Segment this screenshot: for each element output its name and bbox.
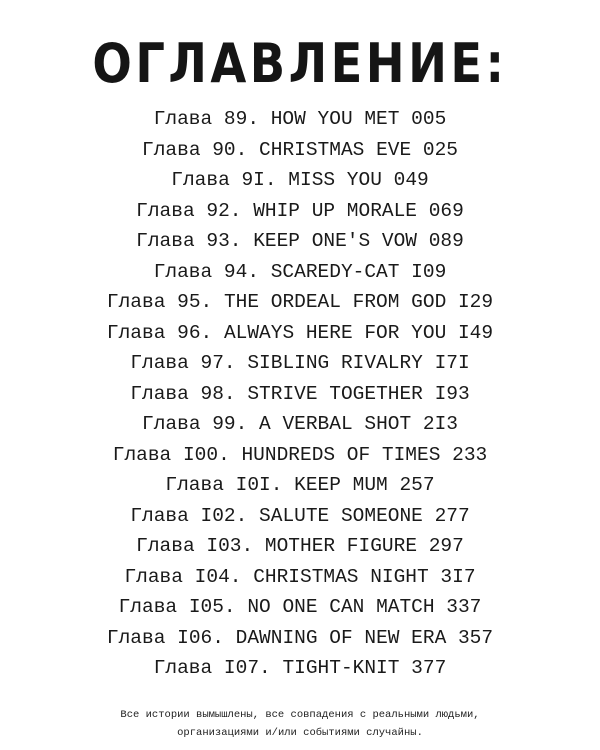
toc-entry-prefix: Глава — [130, 382, 189, 405]
toc-entry-number: I02. — [200, 504, 248, 527]
toc-entry-prefix: Глава — [153, 260, 213, 283]
toc-entry-title: CHRISTMAS EVE — [259, 138, 412, 161]
toc-entry-page: 005 — [411, 108, 447, 130]
toc-entry-page: I49 — [457, 321, 494, 344]
toc-entry-title: A VERBAL SHOT — [259, 413, 412, 435]
toc-entry-page: 069 — [428, 199, 464, 222]
toc-entry — [0, 287, 600, 318]
toc-entry-page: 2I3 — [422, 413, 458, 435]
toc-entry — [0, 562, 600, 593]
toc-entry-title: THE ORDEAL FROM GOD — [223, 291, 447, 313]
page-title: ОГЛАВЛЕНИЕ: — [92, 32, 508, 95]
toc-entry-page: 3I7 — [440, 565, 476, 588]
toc-entry-title: HOW YOU MET — [270, 108, 400, 130]
toc-entry-page: 357 — [457, 626, 494, 649]
toc-entry-prefix: Глава — [136, 535, 195, 557]
toc-entry-page: I09 — [411, 260, 447, 283]
toc-entry-number: I0I. — [235, 474, 283, 496]
toc-entry-number: I06. — [177, 626, 224, 649]
toc-entry — [0, 409, 600, 440]
toc-entry-prefix: Глава — [106, 291, 166, 313]
toc-entry-title: ALWAYS HERE FOR YOU — [223, 321, 447, 344]
toc-entry-prefix: Глава — [130, 504, 189, 527]
toc-entry-number: 95. — [177, 291, 213, 313]
toc-entry-page: 377 — [411, 657, 447, 679]
toc-entry — [0, 135, 600, 166]
toc-entry-number: 96. — [177, 321, 213, 344]
toc-entry — [0, 623, 600, 654]
toc-entry-prefix: Глава — [106, 626, 166, 649]
toc-entry — [0, 226, 600, 257]
toc-entry-prefix: Глава — [153, 108, 213, 130]
toc-entry-title: MISS YOU — [288, 169, 382, 191]
disclaimer-line: организациями и/или событиями случайны. — [177, 727, 423, 739]
toc-entry-prefix: Глава — [106, 321, 166, 344]
toc-entry-page: 277 — [434, 504, 470, 527]
toc-entry-title: CHRISTMAS NIGHT — [253, 565, 429, 588]
toc-entry-prefix: Глава — [130, 352, 189, 374]
toc-entry-title: WHIP UP MORALE — [253, 199, 418, 222]
toc-entry-title: SALUTE SOMEONE — [259, 504, 423, 527]
toc-entry-page: 337 — [446, 596, 482, 618]
toc-entry-prefix: Глава — [153, 657, 213, 679]
toc-entry — [0, 470, 600, 501]
toc-entry-title: DAWNING OF NEW ERA — [235, 626, 447, 649]
toc-entry-prefix: Глава — [171, 169, 230, 191]
toc-entry-number: 98. — [200, 382, 236, 405]
toc-entry — [0, 318, 600, 349]
toc-entry — [0, 501, 600, 532]
toc-entry-title: KEEP ONE'S VOW — [253, 230, 418, 252]
toc-entry-title: MOTHER FIGURE — [264, 535, 418, 557]
table-of-contents — [0, 104, 600, 684]
toc-entry-prefix: Глава — [124, 565, 183, 588]
toc-entry-number: 9I. — [241, 169, 277, 191]
toc-entry-number: 93. — [206, 230, 242, 252]
toc-entry-page: I93 — [434, 382, 470, 405]
toc-entry-number: 99. — [212, 413, 248, 435]
toc-entry-title: NO ONE CAN MATCH — [247, 596, 435, 618]
toc-entry-prefix: Глава — [136, 230, 195, 252]
toc-entry — [0, 257, 600, 288]
toc-entry — [0, 531, 600, 562]
toc-entry-prefix: Глава — [136, 199, 195, 222]
disclaimer-line: Все истории вымышлены, все совпадения с реальными людьми, — [120, 709, 480, 721]
toc-entry-number: I05. — [188, 596, 236, 618]
toc-entry-prefix: Глава — [165, 474, 224, 496]
toc-entry-number: 89. — [223, 108, 260, 130]
toc-entry — [0, 592, 600, 623]
toc-entry-page: 257 — [399, 474, 435, 496]
toc-entry-number: 94. — [223, 260, 260, 283]
toc-entry-title: SIBLING RIVALRY — [247, 352, 423, 374]
toc-entry-page: I29 — [457, 291, 494, 313]
toc-entry-page: 297 — [428, 535, 464, 557]
toc-entry-title: SCAREDY-CAT — [270, 260, 400, 283]
toc-entry-number: I03. — [206, 535, 254, 557]
toc-entry-prefix: Глава — [118, 596, 178, 618]
toc-entry — [0, 440, 600, 471]
toc-entry-prefix: Глава — [142, 138, 201, 161]
toc-entry — [0, 348, 600, 379]
toc-entry-page: 089 — [428, 230, 464, 252]
toc-entry — [0, 379, 600, 410]
toc-entry-number: I00. — [182, 443, 230, 466]
toc-entry — [0, 653, 600, 684]
toc-entry-page: 049 — [393, 169, 429, 191]
toc-entry — [0, 165, 600, 196]
toc-entry-title: KEEP MUM — [294, 474, 388, 496]
toc-entry-prefix: Глава — [112, 443, 172, 466]
toc-entry-page: 233 — [452, 443, 488, 466]
toc-entry-number: 97. — [200, 352, 236, 374]
toc-entry — [0, 196, 600, 227]
toc-entry-title: HUNDREDS OF TIMES — [241, 443, 441, 466]
toc-entry-number: I07. — [223, 657, 271, 679]
toc-entry-number: I04. — [194, 565, 242, 588]
disclaimer — [0, 706, 600, 742]
toc-entry-prefix: Глава — [142, 413, 201, 435]
toc-entry — [0, 104, 600, 135]
toc-entry-title: STRIVE TOGETHER — [247, 382, 423, 405]
toc-entry-title: TIGHT-KNIT — [282, 657, 400, 679]
toc-entry-number: 92. — [206, 199, 242, 222]
toc-entry-page: I7I — [434, 352, 470, 374]
toc-entry-page: 025 — [422, 138, 458, 161]
toc-entry-number: 90. — [212, 138, 248, 161]
